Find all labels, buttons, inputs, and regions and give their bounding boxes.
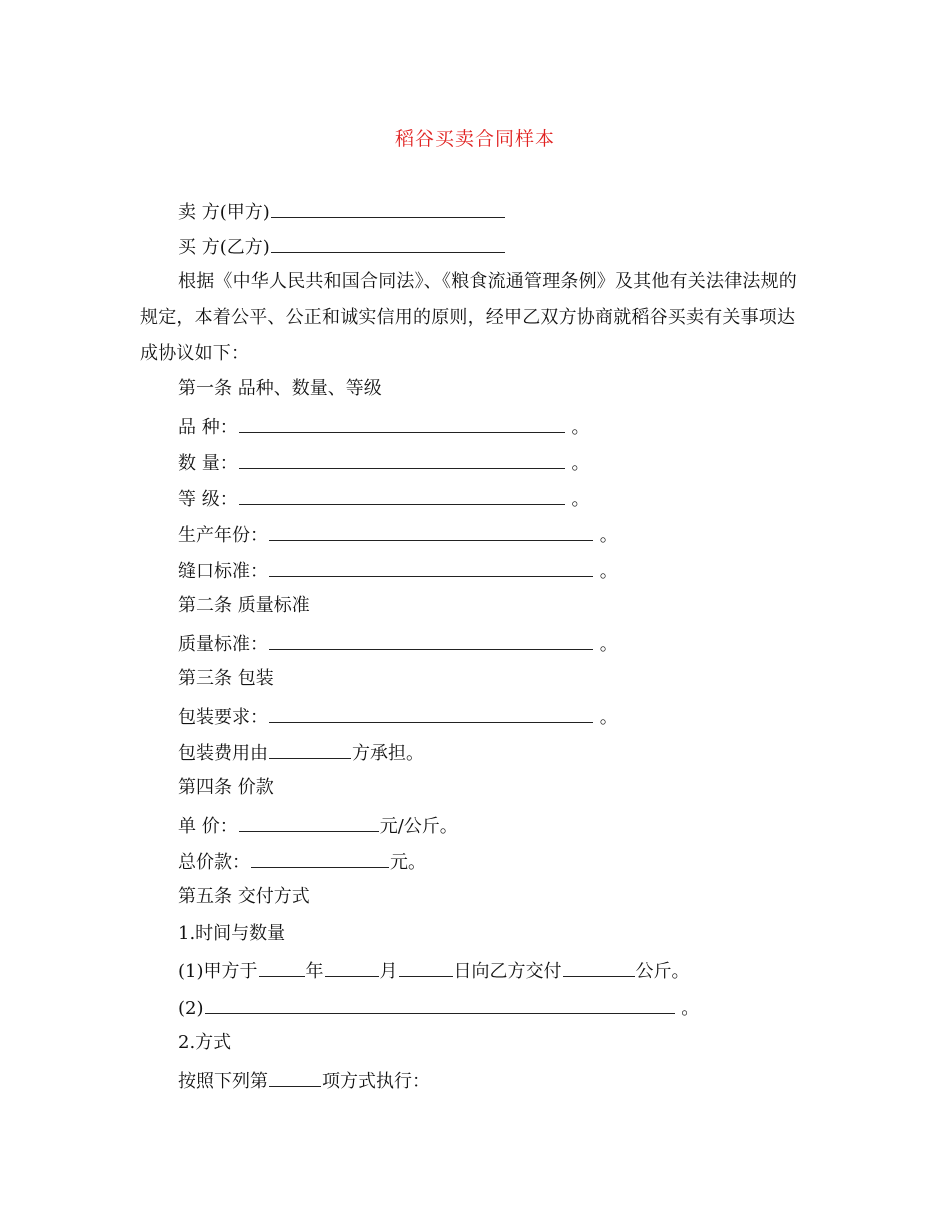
packing-fee-prefix: 包装费用由 xyxy=(178,743,268,764)
buyer-label: 买 方(乙方) xyxy=(178,237,270,258)
packing-fee-line xyxy=(178,740,424,766)
article-4-heading: 第四条 价款 xyxy=(178,777,274,798)
packing-fee-blank[interactable] xyxy=(269,740,351,759)
quantity-label: 数 量： xyxy=(178,453,238,474)
method-blank[interactable] xyxy=(269,1068,321,1087)
delivery-2-prefix: (2) xyxy=(178,998,204,1019)
method-heading: 2.方式 xyxy=(178,1032,232,1053)
year-blank[interactable] xyxy=(269,522,593,541)
total-unit: 元。 xyxy=(390,852,426,873)
period: 。 xyxy=(571,417,590,438)
moisture-blank[interactable] xyxy=(269,558,593,577)
seller-line xyxy=(178,199,506,225)
month-text: 月 xyxy=(379,961,398,982)
seller-label: 卖 方(甲方) xyxy=(178,202,270,223)
delivery-day-blank[interactable] xyxy=(399,958,453,977)
packing-blank[interactable] xyxy=(269,704,593,723)
delivery-year-blank[interactable] xyxy=(259,958,305,977)
delivery-quantity-blank[interactable] xyxy=(563,958,635,977)
article-2-heading: 第二条 质量标准 xyxy=(178,595,310,616)
quality-label: 质量标准： xyxy=(178,634,268,655)
year-text: 年 xyxy=(305,961,324,982)
period: 。 xyxy=(681,998,700,1019)
year-line xyxy=(178,522,618,548)
quantity-line xyxy=(178,450,589,476)
period: 。 xyxy=(599,525,618,546)
period: 。 xyxy=(599,707,618,728)
total-label: 总价款： xyxy=(178,852,250,873)
buyer-blank[interactable] xyxy=(271,234,505,253)
time-quantity-heading: 1.时间与数量 xyxy=(178,923,286,944)
method-suffix: 项方式执行： xyxy=(322,1071,430,1092)
packing-line xyxy=(178,704,618,730)
year-label: 生产年份： xyxy=(178,525,268,546)
unit-price-label: 单 价： xyxy=(178,816,238,837)
packing-fee-suffix: 方承担。 xyxy=(352,743,424,764)
variety-blank[interactable] xyxy=(239,414,565,433)
article-3-heading: 第三条 包装 xyxy=(178,668,274,689)
unit-price-blank[interactable] xyxy=(239,813,379,832)
grade-label: 等 级： xyxy=(178,489,238,510)
packing-label: 包装要求： xyxy=(178,707,268,728)
delivery-2-blank[interactable] xyxy=(205,995,675,1014)
method-prefix: 按照下列第 xyxy=(178,1071,268,1092)
delivery-month-blank[interactable] xyxy=(325,958,379,977)
quality-blank[interactable] xyxy=(269,631,593,650)
moisture-label: 缝口标准： xyxy=(178,561,268,582)
grade-blank[interactable] xyxy=(239,486,565,505)
period: 。 xyxy=(571,453,590,474)
seller-blank[interactable] xyxy=(271,199,505,218)
article-5-heading: 第五条 交付方式 xyxy=(178,886,310,907)
total-blank[interactable] xyxy=(251,849,389,868)
quality-line xyxy=(178,631,618,657)
intro-paragraph: 根据《中华人民共和国合同法》、《粮食流通管理条例》及其他有关法律法规的规定，本着公平、公正和诚实信用的原则，经甲乙双方协商就稻谷买卖有关事项达成协议如下： xyxy=(140,271,797,364)
quantity-blank[interactable] xyxy=(239,450,565,469)
buyer-line xyxy=(178,234,506,260)
period: 。 xyxy=(571,489,590,510)
period: 。 xyxy=(599,561,618,582)
day-text: 日向乙方交付 xyxy=(453,961,562,982)
total-line xyxy=(178,849,426,875)
variety-line xyxy=(178,414,589,440)
delivery-2-line xyxy=(178,995,699,1021)
grade-line xyxy=(178,486,589,512)
unit-price-line xyxy=(178,813,458,839)
kg-text: 公斤。 xyxy=(635,961,690,982)
period: 。 xyxy=(599,634,618,655)
article-1-heading: 第一条 品种、数量、等级 xyxy=(178,378,382,399)
method-line xyxy=(178,1068,430,1094)
document-title: 稻谷买卖合同样本 xyxy=(394,128,555,150)
variety-label: 品 种： xyxy=(178,417,238,438)
delivery-1-prefix: (1)甲方于 xyxy=(178,961,258,982)
moisture-line xyxy=(178,558,618,584)
unit-price-unit: 元/公斤。 xyxy=(379,816,458,837)
delivery-1-line xyxy=(178,958,690,984)
